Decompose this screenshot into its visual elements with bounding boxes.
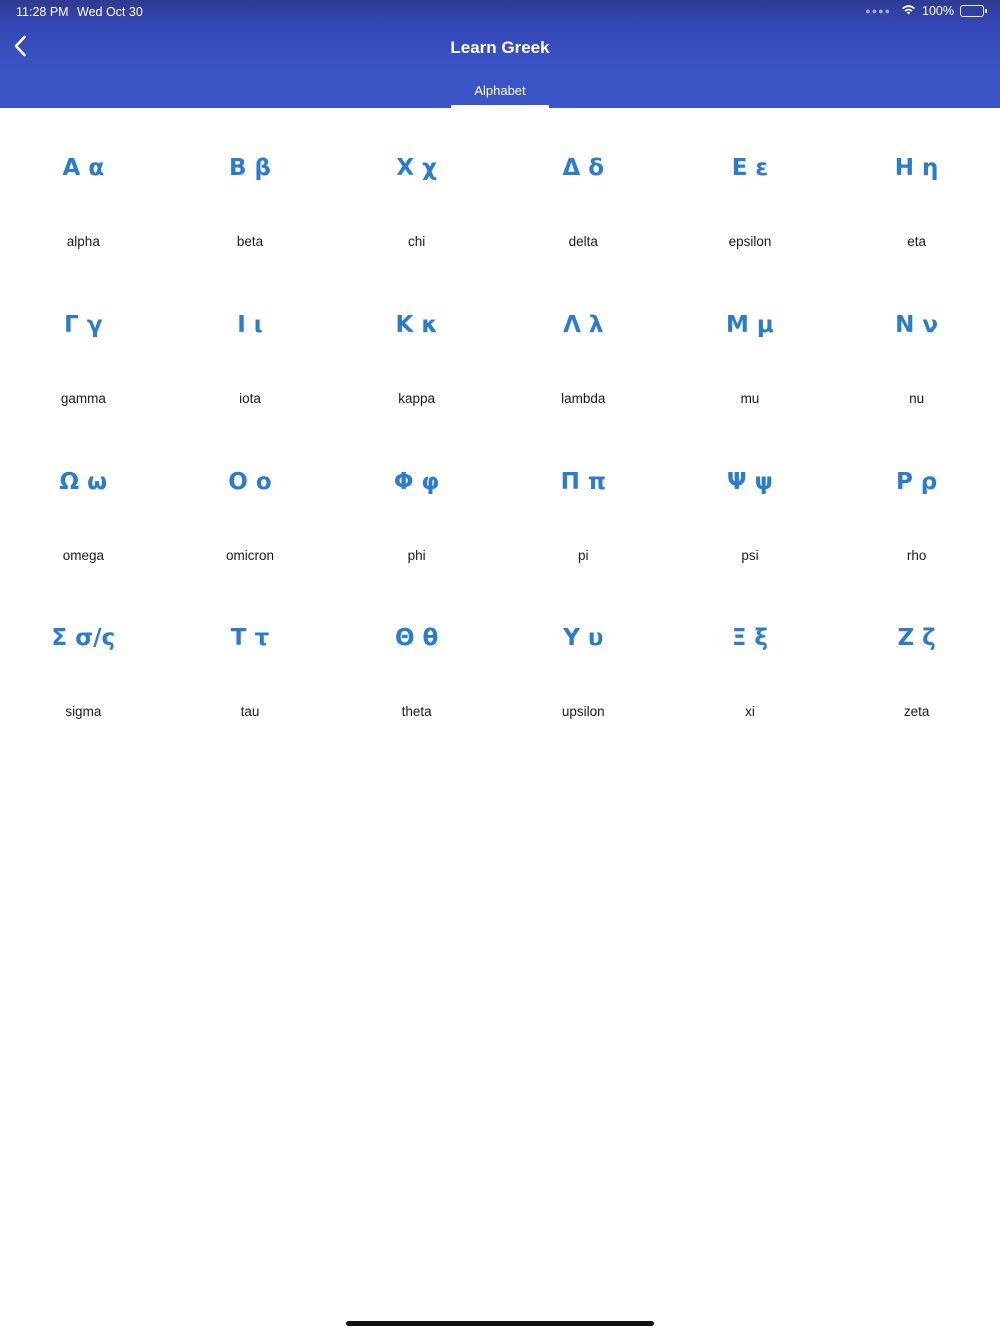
letter-card-sigma[interactable] [0, 578, 167, 735]
letter-card-xi[interactable] [667, 578, 834, 735]
letter-name: beta [236, 234, 264, 249]
letter-glyph: Α α [62, 155, 105, 181]
letter-name: psi [741, 547, 759, 563]
letter-card-chi[interactable] [333, 108, 500, 265]
letter-name: pi [578, 547, 589, 563]
letter-glyph: Χ χ [396, 155, 437, 181]
letter-name: phi [407, 547, 426, 563]
letter-card-psi[interactable] [667, 422, 834, 579]
letter-name: sigma [65, 704, 102, 720]
letter-card-omega[interactable] [0, 422, 167, 579]
home-indicator[interactable] [346, 1321, 654, 1326]
letter-glyph: Φ φ [393, 468, 440, 495]
page-title: Learn Greek [450, 38, 550, 57]
letter-glyph: Ν ν [895, 311, 939, 338]
letter-card-mu[interactable] [667, 265, 834, 422]
letter-name: tau [240, 704, 260, 720]
tab-alphabet-label: Alphabet [474, 83, 526, 98]
status-time: 11:28 PM [16, 5, 69, 19]
letter-glyph: Μ μ [726, 311, 774, 338]
letter-glyph: Ξ ξ [731, 625, 769, 652]
status-bar [0, 0, 1000, 24]
letter-glyph: Γ γ [64, 311, 103, 338]
letter-name: upsilon [561, 704, 605, 720]
letter-card-kappa[interactable] [333, 265, 500, 422]
status-date: Wed Oct 30 [77, 5, 143, 19]
letter-name: omega [62, 547, 104, 563]
alphabet-grid [0, 108, 1000, 735]
letter-card-alpha[interactable] [0, 108, 167, 265]
letter-name: omicron [225, 547, 274, 563]
app-header [0, 0, 1000, 108]
letter-glyph: Ε ε [731, 155, 769, 181]
letter-name: rho [906, 547, 927, 563]
letter-card-delta[interactable] [500, 108, 667, 265]
letter-card-upsilon[interactable] [500, 578, 667, 735]
tab-alphabet[interactable] [451, 83, 549, 108]
letter-glyph: Κ κ [395, 311, 438, 338]
letter-name: lambda [561, 390, 606, 406]
battery-percent: 100% [922, 4, 954, 18]
letter-name: alpha [66, 234, 100, 249]
letter-glyph: Ζ ζ [897, 625, 936, 652]
letter-name: mu [740, 390, 760, 406]
letter-name: theta [401, 704, 432, 720]
letter-glyph: Λ λ [563, 311, 604, 338]
letter-card-theta[interactable] [333, 578, 500, 735]
letter-glyph: Ο ο [228, 468, 272, 495]
letter-name: kappa [398, 390, 436, 406]
letter-card-zeta[interactable] [833, 578, 1000, 735]
letter-glyph: Σ σ/ς [51, 625, 116, 652]
letter-glyph: Ω ω [59, 468, 108, 495]
letter-name: gamma [60, 390, 106, 406]
letter-card-omicron[interactable] [167, 422, 334, 579]
letter-glyph: Ρ ρ [895, 468, 938, 495]
letter-card-gamma[interactable] [0, 265, 167, 422]
letter-glyph: Δ δ [562, 155, 605, 181]
letter-card-phi[interactable] [333, 422, 500, 579]
battery-icon [960, 5, 984, 17]
letter-card-pi[interactable] [500, 422, 667, 579]
letter-card-eta[interactable] [833, 108, 1000, 265]
letter-name: chi [408, 234, 426, 249]
wifi-icon [901, 4, 916, 18]
letter-name: xi [745, 704, 755, 720]
letter-glyph: Τ τ [230, 625, 270, 652]
letter-glyph: Υ υ [563, 625, 604, 652]
letter-glyph: Β β [228, 155, 271, 181]
letter-glyph: Ι ι [237, 311, 263, 338]
status-indicators [865, 4, 984, 18]
letter-glyph: Θ θ [394, 625, 439, 652]
letter-glyph: Ψ ψ [727, 468, 773, 495]
letter-card-rho[interactable] [833, 422, 1000, 579]
letter-card-iota[interactable] [167, 265, 334, 422]
letter-card-tau[interactable] [167, 578, 334, 735]
letter-glyph: Η η [894, 155, 939, 181]
letter-glyph: Π π [560, 468, 607, 495]
letter-name: iota [239, 390, 261, 406]
letter-card-lambda[interactable] [500, 265, 667, 422]
signal-icon: ●●●● [865, 6, 892, 16]
letter-name: eta [907, 234, 926, 249]
letter-name: delta [568, 234, 598, 249]
letter-card-beta[interactable] [167, 108, 334, 265]
letter-name: epsilon [728, 234, 772, 249]
letter-card-epsilon[interactable] [667, 108, 834, 265]
letter-name: nu [909, 390, 925, 406]
letter-name: zeta [903, 704, 930, 720]
letter-card-nu[interactable] [833, 265, 1000, 422]
